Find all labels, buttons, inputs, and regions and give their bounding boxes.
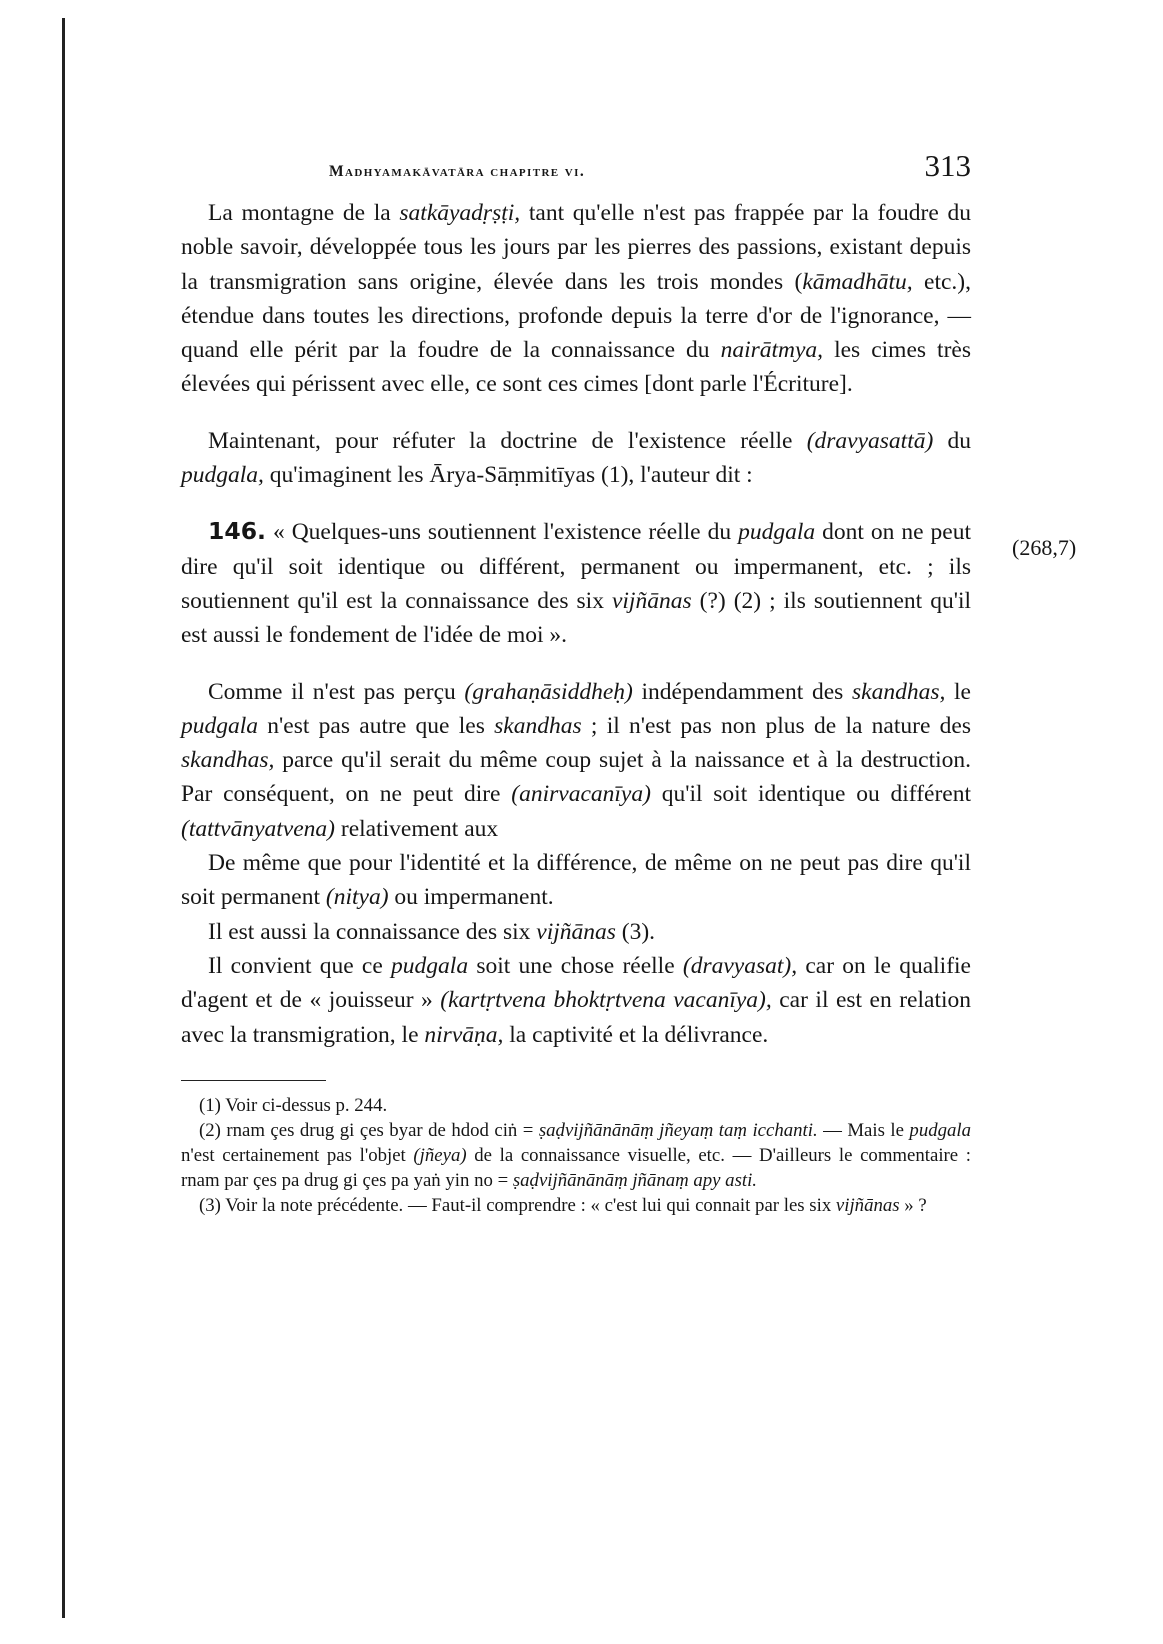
margin-rule [62, 18, 65, 1618]
verse-number: 146. [208, 517, 266, 546]
paragraph-pudgala-intro: Maintenant, pour réfuter la doctrine de l'existence réelle (dravyasattā) du pudgala, qu'imaginent les Ārya-Sāṃmitīyas (1), l'auteur dit : [181, 427, 972, 489]
verse-146: 146. « Quelques-uns soutiennent l'existence réelle du pudgala dont on ne peut dire qu'il soit identique ou différent, permanent ou impermanent, etc. ; ils soutiennent qu'il est la connaissance des six vijñānas (?) (2) ; ils soutiennent qu'il est aussi le fondement de l'idée de moi ». [181, 517, 971, 649]
margin-reference: (268,7) [1012, 535, 1077, 560]
paragraph-permanence: De même que pour l'identité et la différence, de même on ne peut pas dire qu'il soit permanent (nitya) ou impermanent. [181, 850, 971, 911]
footnote-3: (3) Voir la note précédente. — Faut-il comprendre : « c'est lui qui connait par les six vijñānas » ? [199, 1195, 927, 1217]
footnote-1: (1) Voir ci-dessus p. 244. [199, 1095, 388, 1117]
footnote-2: (2) rnam çes drug gi çes byar de hdod ciṅ = ṣaḍvijñānānāṃ jñeyaṃ taṃ icchanti. — Mais le pudgala n'est certainement pas l'objet (jñeya) de la connaissance visuelle, etc. — D'ailleurs le commentaire : rnam par çes pa drug gi çes pa yaṅ yin no = ṣaḍvijñānānāṃ jñānaṃ apy asti. [181, 1120, 971, 1192]
paragraph-skandhas: Comme il n'est pas perçu (grahaṇāsiddheḥ) indépendamment des skandhas, le pudgala n'est pas autre que les skandhas ; il n'est pas non plus de la nature des skandhas, parce qu'il serait du même coup sujet à la naissance et à la destruction. Par conséquent, on ne peut dire (anirvacanīya) qu'il soit identique ou différent (tattvānyatvena) relativement aux [181, 678, 972, 842]
footnote-separator [181, 1080, 326, 1082]
page-body [181, 148, 971, 1218]
paragraph-satkayadrsti: La montagne de la satkāyadṛṣṭi, tant qu'elle n'est pas frappée par la foudre du noble savoir, développée tous les jours par les pierres des passions, existant depuis la transmigration sans origine, élevée dans les trois mondes (kāmadhātu, etc.), étendue dans toutes les directions, profonde depuis la terre d'or de l'ignorance, — quand elle périt par la foudre de la connaissance du nairātmya, les cimes très élevées qui périssent avec elle, ce sont ces cimes [dont parle l'Écriture]. [181, 200, 971, 398]
running-title: Madhyamakāvatāra chapitre vi. [329, 163, 586, 180]
paragraph-dravyasat: Il convient que ce pudgala soit une chose réelle (dravyasat), car on le qualifie d'agent et de « jouisseur » (kartṛtvena bhoktṛtvena vacanīya), car il est en relation avec la transmigration, le nirvāṇa, la captivité et la délivrance. [181, 952, 972, 1048]
page-number: 313 [924, 148, 971, 183]
page-header [181, 148, 971, 196]
paragraph-six-vijnanas: Il est aussi la connaissance des six vijñānas (3). [208, 918, 656, 945]
